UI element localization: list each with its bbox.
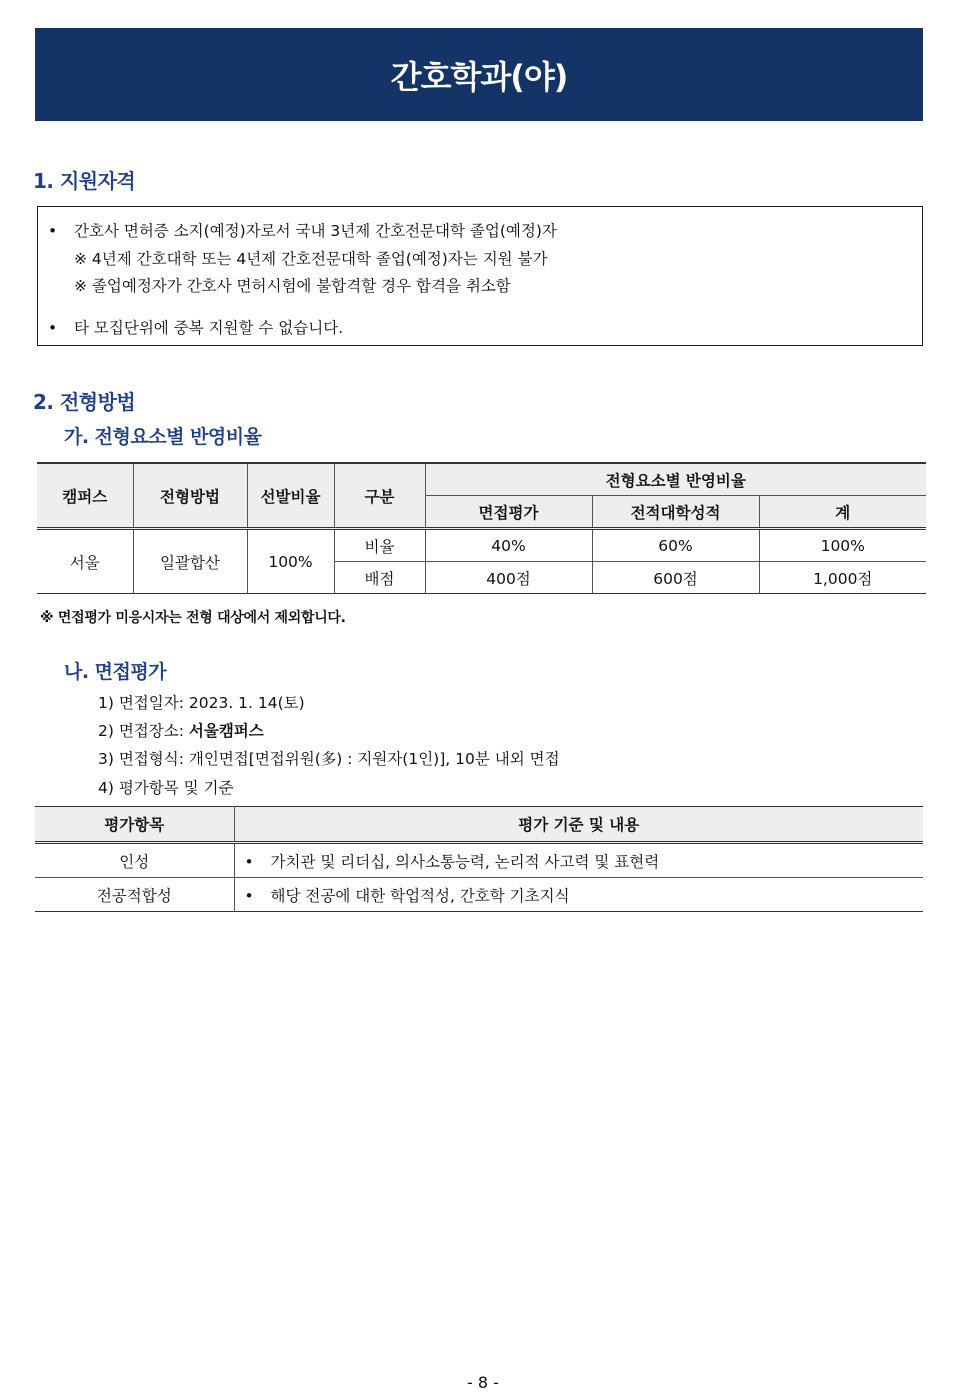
eligibility-note: ※ 졸업예정자가 간호사 면허시험에 불합격할 경우 합격을 취소함 bbox=[74, 277, 511, 295]
exclusion-note: ※ 면접평가 미응시자는 전형 대상에서 제외합니다. bbox=[40, 610, 346, 626]
cell-type-points: 배점 bbox=[334, 562, 425, 594]
evaluation-items-heading: 4) 평가항목 및 기준 bbox=[98, 779, 234, 797]
bullet-icon: • bbox=[244, 886, 254, 905]
interview-date: 1) 면접일자: 2023. 1. 14(토) bbox=[98, 694, 305, 712]
interview-format: 3) 면접형식: 개인면접[면접위원(多) : 지원자(1인)], 10분 내외 면접 bbox=[98, 750, 560, 768]
ratio-table bbox=[37, 462, 926, 594]
eligibility-text: 타 모집단위에 중복 지원할 수 없습니다. bbox=[74, 319, 344, 337]
section-2-heading: 2. 전형방법 bbox=[33, 390, 136, 414]
header-type: 구분 bbox=[334, 463, 425, 529]
bullet-icon: • bbox=[244, 852, 254, 871]
header-ratio: 선발비율 bbox=[247, 463, 334, 529]
cell-grade-points: 600점 bbox=[592, 562, 759, 594]
cell-total-points: 1,000점 bbox=[813, 569, 873, 588]
cell-method: 일괄합산 bbox=[133, 529, 247, 594]
cell-eval-item: 인성 bbox=[35, 843, 234, 878]
criteria-text: 해당 전공에 대한 학업적성, 간호학 기초지식 bbox=[270, 886, 570, 905]
bullet-icon: • bbox=[48, 319, 58, 337]
cell-interview-ratio: 40% bbox=[425, 529, 592, 562]
cell-eval-criteria bbox=[234, 878, 923, 912]
subsection-a-heading: 가. 전형요소별 반영비율 bbox=[64, 426, 262, 448]
evaluation-table bbox=[35, 806, 923, 912]
header-campus: 캠퍼스 bbox=[37, 463, 133, 529]
table-row bbox=[35, 843, 923, 878]
page-title-banner bbox=[35, 28, 923, 121]
header-reflection-ratio: 전형요소별 반영비율 bbox=[425, 463, 926, 496]
eligibility-box bbox=[37, 206, 923, 346]
bullet-icon: • bbox=[48, 222, 58, 240]
cell-grade-ratio: 60% bbox=[592, 529, 759, 562]
eligibility-note: ※ 4년제 간호대학 또는 4년제 간호전문대학 졸업(예정)자는 지원 불가 bbox=[74, 250, 548, 268]
cell-campus: 서울 bbox=[37, 529, 133, 594]
header-eval-item: 평가항목 bbox=[35, 807, 234, 843]
header-prior-grade: 전적대학성적 bbox=[592, 496, 759, 529]
cell-interview-points: 400점 bbox=[425, 562, 592, 594]
interview-location bbox=[98, 719, 264, 741]
header-total: 계 bbox=[759, 496, 926, 529]
page-title: 간호학과(야) bbox=[390, 57, 568, 96]
eligibility-item bbox=[48, 316, 343, 338]
eligibility-item bbox=[48, 219, 557, 241]
interview-location-label: 2) 면접장소: bbox=[98, 722, 189, 740]
subsection-b-heading: 나. 면접평가 bbox=[64, 661, 167, 683]
criteria-text: 가치관 및 리더십, 의사소통능력, 논리적 사고력 및 표현력 bbox=[270, 852, 660, 871]
cell-type-ratio: 비율 bbox=[334, 529, 425, 562]
interview-location-value: 서울캠퍼스 bbox=[188, 722, 264, 740]
section-1-heading: 1. 지원자격 bbox=[33, 169, 136, 193]
cell-ratio: 100% bbox=[247, 529, 334, 594]
header-method: 전형방법 bbox=[133, 463, 247, 529]
page-number: - 8 - bbox=[467, 1373, 499, 1392]
table-row bbox=[35, 878, 923, 912]
cell-total-ratio: 100% bbox=[759, 529, 926, 562]
cell-eval-item: 전공적합성 bbox=[35, 878, 234, 912]
header-interview: 면접평가 bbox=[425, 496, 592, 529]
cell-eval-criteria bbox=[234, 843, 923, 878]
eligibility-text: 간호사 면허증 소지(예정)자로서 국내 3년제 간호전문대학 졸업(예정)자 bbox=[74, 222, 557, 240]
header-eval-criteria: 평가 기준 및 내용 bbox=[234, 807, 923, 843]
